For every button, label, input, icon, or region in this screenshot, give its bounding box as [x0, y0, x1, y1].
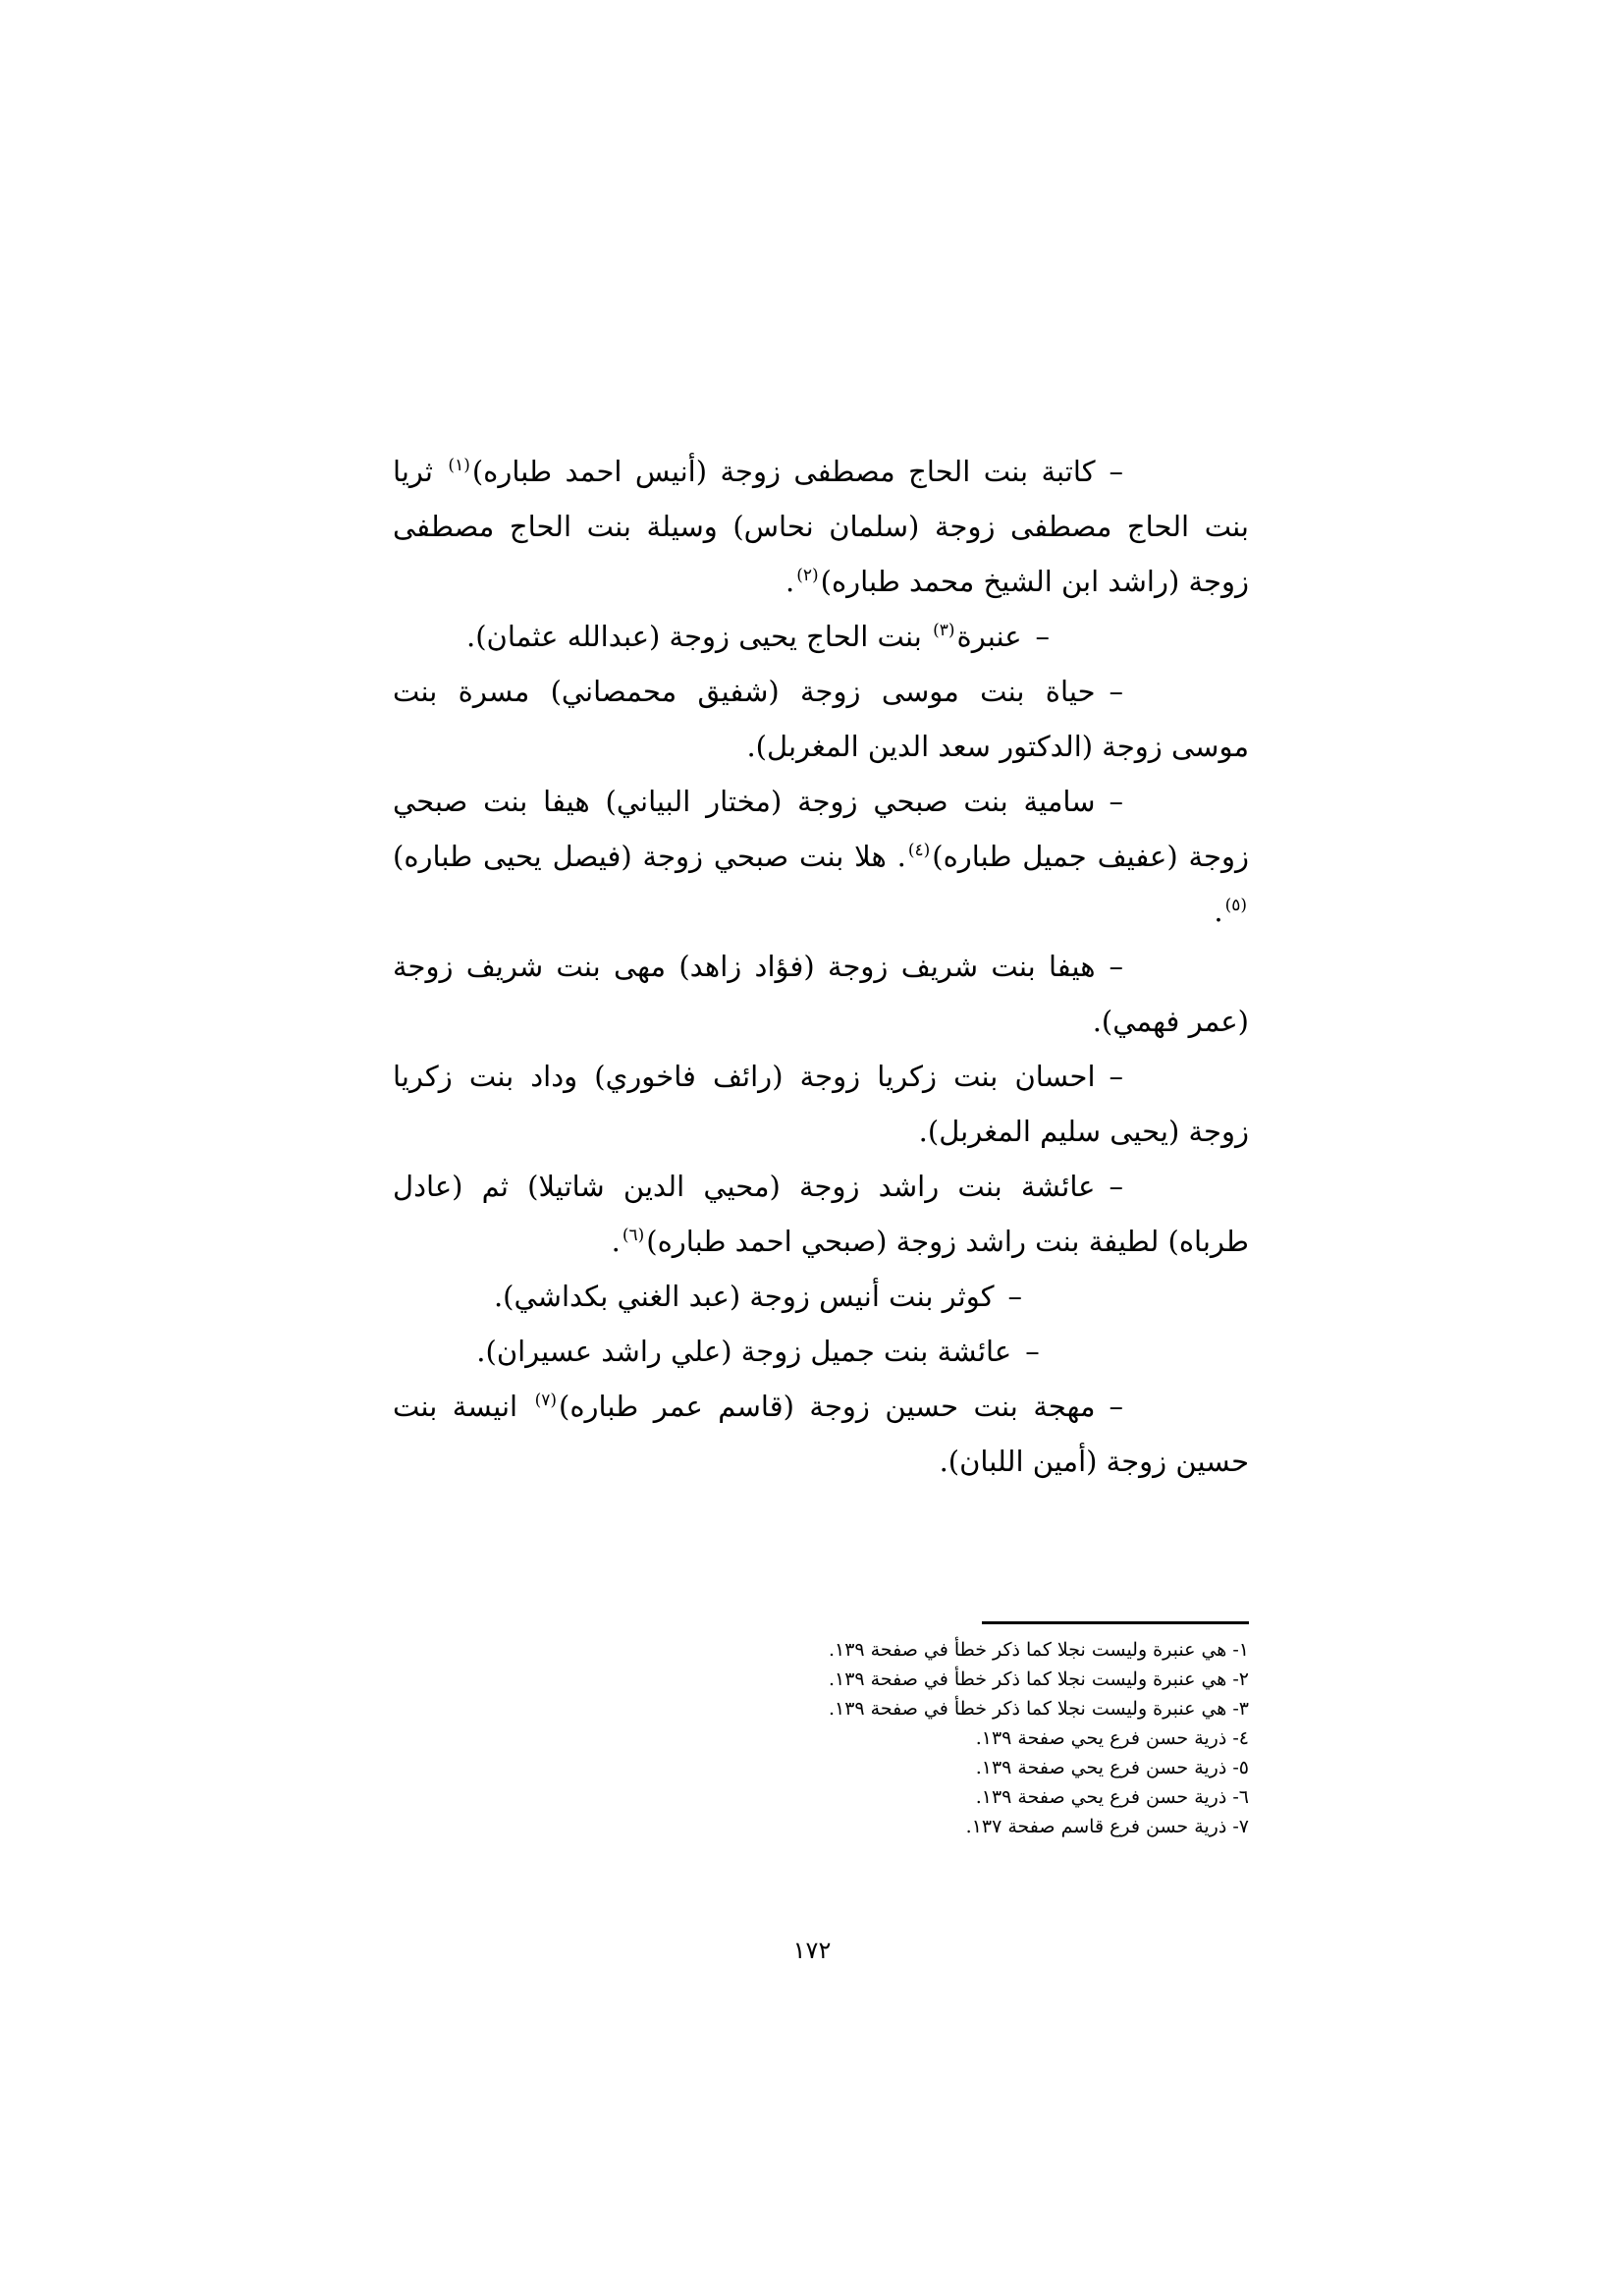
paragraph-text: . هلا بنت صبحي زوجة (فيصل يحيى طباره): [393, 840, 906, 873]
list-dash: –: [1109, 1170, 1123, 1203]
footnote-marker: (٧): [534, 1391, 558, 1411]
paragraph: [393, 609, 1249, 664]
footnote-marker: (٦): [622, 1226, 645, 1246]
footnote: ٤- ذرية حسن فرع يحي صفحة ١٣٩.: [975, 1727, 1249, 1749]
paragraph: [393, 1379, 1249, 1489]
paragraph-text: انيسة بنت حسين زوجة (أمين اللبان).: [393, 1390, 1249, 1478]
paragraph: [393, 1049, 1249, 1159]
paragraph-text: احسان بنت زكريا زوجة (رائف فاخوري) وداد بنت زكريا زوجة (يحيى سليم المغربل).: [393, 1060, 1249, 1148]
footnote-marker: (٣): [933, 621, 955, 641]
list-dash: –: [1109, 1390, 1123, 1423]
footnote: ٣- هي عنبرة وليست نجلا كما ذكر خطأ في صفحة ١٣٩.: [828, 1698, 1249, 1720]
paragraph: [393, 664, 1249, 774]
list-dash: –: [1109, 785, 1123, 818]
list-dash: –: [1007, 1280, 1023, 1313]
footnote-marker: (٢): [796, 566, 819, 586]
paragraph-text: مهجة بنت حسين زوجة (قاسم عمر طباره): [559, 1390, 1096, 1423]
footnote: ٧- ذرية حسن فرع قاسم صفحة ١٣٧.: [965, 1816, 1249, 1837]
footnote-marker: (٥): [1224, 896, 1247, 916]
paragraph: [393, 444, 1249, 609]
paragraph-text: عائشة بنت جميل زوجة (علي راشد عسيران).: [476, 1335, 1012, 1368]
list-dash: –: [1109, 950, 1123, 983]
body-text: [393, 444, 1249, 1489]
paragraph-text: حياة بنت موسى زوجة (شفيق محمصاني) مسرة بنت موسى زوجة (الدكتور سعد الدين المغربل).: [393, 675, 1249, 763]
paragraph-text: كوثر بنت أنيس زوجة (عبد الغني بكداشي).: [493, 1280, 995, 1313]
footnote: ١- هي عنبرة وليست نجلا كما ذكر خطأ في صفحة ١٣٩.: [828, 1639, 1249, 1661]
paragraph-text: سامية بنت صبحي زوجة (مختار البياني) هيفا بنت صبحي زوجة (عفيف جميل طباره): [393, 785, 1249, 873]
paragraph: [393, 1324, 1249, 1379]
paragraph: [393, 1269, 1249, 1324]
footnote: ٥- ذرية حسن فرع يحي صفحة ١٣٩.: [975, 1757, 1249, 1778]
paragraph: [393, 939, 1249, 1049]
paragraph-text: عنبرة: [956, 620, 1022, 653]
paragraph-text: ثريا بنت الحاج مصطفى زوجة (سلمان نحاس) وسيلة بنت الحاج مصطفى زوجة (راشد ابن الشيخ محمد طباره): [393, 455, 1249, 598]
list-dash: –: [1109, 675, 1123, 708]
footnote: ٢- هي عنبرة وليست نجلا كما ذكر خطأ في صفحة ١٣٩.: [828, 1668, 1249, 1690]
paragraph-text: بنت الحاج يحيى زوجة (عبدالله عثمان).: [465, 620, 932, 653]
paragraph-text: .: [611, 1225, 621, 1258]
footnotes: [687, 1635, 1249, 1841]
footnote-marker: (١): [448, 456, 470, 476]
page-number: ١٧٢: [792, 1937, 832, 1964]
paragraph-text: .: [785, 565, 795, 598]
list-dash: –: [1109, 455, 1123, 488]
footnote-marker: (٤): [907, 841, 931, 861]
footnote-separator: [982, 1621, 1249, 1624]
footnote: ٦- ذرية حسن فرع يحي صفحة ١٣٩.: [975, 1786, 1249, 1808]
paragraph-text: هيفا بنت شريف زوجة (فؤاد زاهد) مهى بنت شريف زوجة (عمر فهمي).: [393, 950, 1249, 1038]
paragraph-text: كاتبة بنت الحاج مصطفى زوجة (أنيس احمد طباره): [471, 455, 1096, 488]
paragraph: [393, 1159, 1249, 1269]
paragraph-text: .: [1214, 895, 1223, 928]
list-dash: –: [1109, 1060, 1123, 1093]
paragraph: [393, 774, 1249, 939]
list-dash: –: [1025, 1335, 1040, 1368]
paragraph-text: عائشة بنت راشد زوجة (محيي الدين شاتيلا) ثم (عادل طرباه) لطيفة بنت راشد زوجة (صبحي احمد طباره): [393, 1170, 1249, 1258]
list-dash: –: [1035, 620, 1051, 653]
